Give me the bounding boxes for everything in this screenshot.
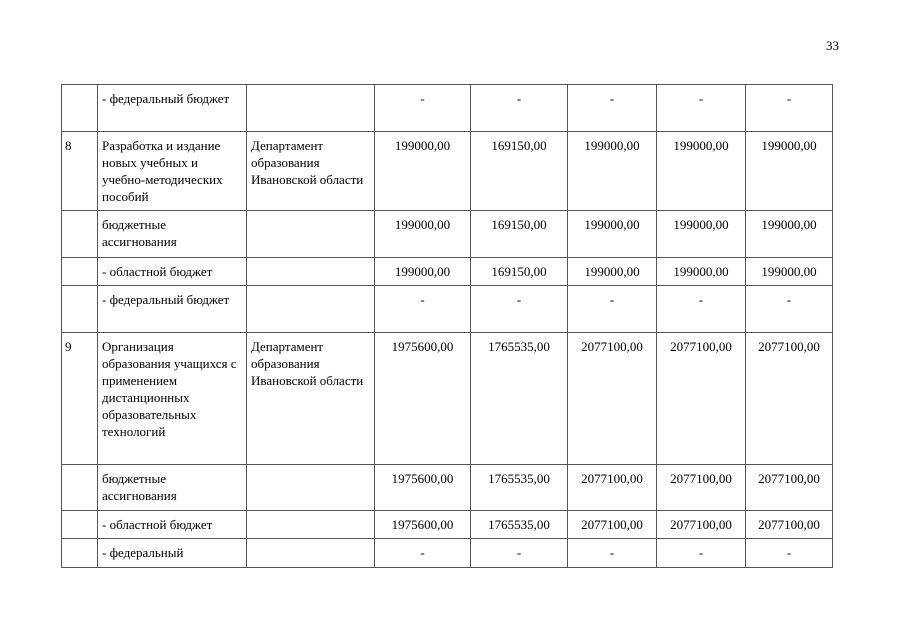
row-number-cell [62, 511, 98, 539]
value-cell: - [657, 539, 746, 568]
value-cell: 199000,00 [375, 132, 471, 211]
name-cell: - федеральный бюджет [98, 85, 247, 132]
value-cell: 199000,00 [746, 211, 833, 258]
value-cell: 2077100,00 [657, 465, 746, 511]
executor-cell [247, 465, 375, 511]
executor-cell [247, 286, 375, 333]
page-number: 33 [826, 38, 839, 53]
row-number-cell [62, 539, 98, 568]
value-cell: - [471, 286, 568, 333]
value-cell: 169150,00 [471, 211, 568, 258]
name-cell: бюджетные ассигнования [98, 211, 247, 258]
name-cell: - областной бюджет [98, 258, 247, 286]
value-cell: 2077100,00 [568, 333, 657, 465]
table-row [62, 286, 833, 333]
row-number-cell [62, 258, 98, 286]
value-cell: 2077100,00 [746, 333, 833, 465]
table-row [62, 465, 833, 511]
value-cell: 199000,00 [746, 258, 833, 286]
value-cell: 2077100,00 [657, 511, 746, 539]
value-cell: 199000,00 [746, 132, 833, 211]
value-cell: - [375, 85, 471, 132]
row-number-cell: 8 [62, 132, 98, 211]
executor-cell [247, 211, 375, 258]
value-cell: 2077100,00 [568, 465, 657, 511]
value-cell: 1975600,00 [375, 465, 471, 511]
value-cell: - [746, 85, 833, 132]
value-cell: 199000,00 [568, 258, 657, 286]
name-cell: - федеральный [98, 539, 247, 568]
value-cell: 2077100,00 [746, 465, 833, 511]
value-cell: 199000,00 [657, 211, 746, 258]
budget-table [61, 84, 833, 568]
value-cell: - [746, 286, 833, 333]
value-cell: - [568, 539, 657, 568]
row-number-cell [62, 465, 98, 511]
executor-cell [247, 258, 375, 286]
value-cell: 1975600,00 [375, 333, 471, 465]
executor-cell [247, 85, 375, 132]
value-cell: 199000,00 [657, 258, 746, 286]
table-row [62, 511, 833, 539]
table-row [62, 333, 833, 465]
table-row [62, 258, 833, 286]
value-cell: - [568, 85, 657, 132]
value-cell: 199000,00 [657, 132, 746, 211]
executor-cell [247, 511, 375, 539]
table-row [62, 132, 833, 211]
row-number-cell [62, 211, 98, 258]
value-cell: - [657, 286, 746, 333]
value-cell: - [657, 85, 746, 132]
value-cell: 169150,00 [471, 132, 568, 211]
executor-cell: Департамент образования Ивановской области [247, 333, 375, 465]
name-cell: Разработка и издание новых учебных и учебно-методических пособий [98, 132, 247, 211]
value-cell: - [375, 286, 471, 333]
value-cell: - [375, 539, 471, 568]
value-cell: - [471, 85, 568, 132]
row-number-cell: 9 [62, 333, 98, 465]
value-cell: 169150,00 [471, 258, 568, 286]
value-cell: 199000,00 [568, 211, 657, 258]
name-cell: бюджетные ассигнования [98, 465, 247, 511]
value-cell: 1765535,00 [471, 511, 568, 539]
table-row [62, 85, 833, 132]
name-cell: Организация образования учащихся с применением дистанционных образовательных технологий [98, 333, 247, 465]
value-cell: 199000,00 [568, 132, 657, 211]
value-cell: 1765535,00 [471, 465, 568, 511]
value-cell: 1975600,00 [375, 511, 471, 539]
row-number-cell [62, 286, 98, 333]
name-cell: - федеральный бюджет [98, 286, 247, 333]
name-cell: - областной бюджет [98, 511, 247, 539]
value-cell: 2077100,00 [657, 333, 746, 465]
executor-cell: Департамент образования Ивановской области [247, 132, 375, 211]
value-cell: 2077100,00 [746, 511, 833, 539]
value-cell: 199000,00 [375, 258, 471, 286]
executor-cell [247, 539, 375, 568]
value-cell: 2077100,00 [568, 511, 657, 539]
value-cell: - [568, 286, 657, 333]
table-row [62, 211, 833, 258]
table-row [62, 539, 833, 568]
value-cell: 1765535,00 [471, 333, 568, 465]
row-number-cell [62, 85, 98, 132]
value-cell: - [746, 539, 833, 568]
value-cell: 199000,00 [375, 211, 471, 258]
value-cell: - [471, 539, 568, 568]
